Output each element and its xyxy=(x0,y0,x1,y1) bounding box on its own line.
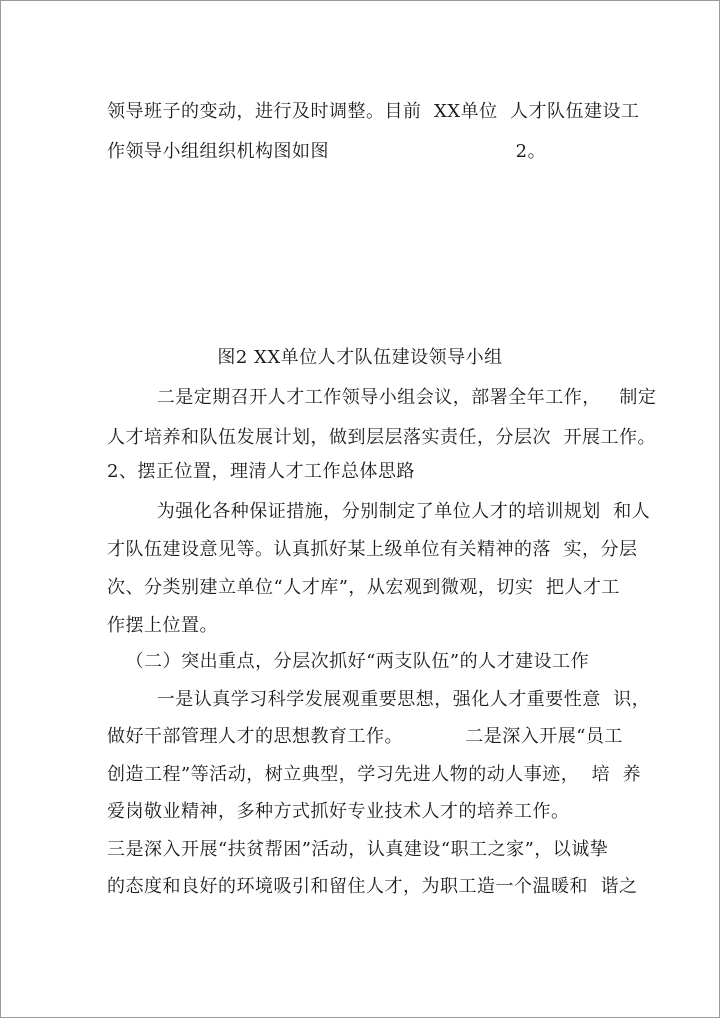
paragraph-line: 才队伍建设意见等。认真抓好某上级单位有关精神的落 实，分层 xyxy=(107,539,638,560)
paragraph-line: 为强化各种保证措施，分别制定了单位人才的培训规划 和人 xyxy=(107,501,651,522)
paragraph-line: 作领导小组组织机构图如图 2。 xyxy=(107,141,547,162)
paragraph-line: 二是定期召开人才工作领导小组会议，部署全年工作， 制定 xyxy=(107,387,657,408)
section-heading: （二）突出重点，分层次抓好“两支队伍”的人才建设工作 xyxy=(107,651,590,672)
paragraph-line: 领导班子的变动，进行及时调整。目前 XX单位 人才队伍建设工 xyxy=(107,101,640,122)
paragraph-line: 做好干部管理人才的思想教育工作。 二是深入开展“员工 xyxy=(107,726,623,747)
paragraph-line: 创造工程”等活动，树立典型，学习先进人物的动人事迹， 培 养 xyxy=(107,764,642,785)
paragraph-line: 的态度和良好的环境吸引和留住人才，为职工造一个温暖和 谐之 xyxy=(107,876,638,897)
paragraph-line: 三是深入开展“扶贫帮困”活动，认真建设“职工之家”，以诚挚 xyxy=(107,839,609,860)
paragraph-line: 一是认真学习科学发展观重要思想，强化人才重要性意 识， xyxy=(107,689,651,710)
section-heading: 2、摆正位置，理清人才工作总体思路 xyxy=(107,461,415,482)
figure-caption: 图2 XX单位人才队伍建设领导小组 xyxy=(217,347,503,368)
paragraph-line: 人才培养和队伍发展计划，做到层层落实责任，分层次 开展工作。 xyxy=(107,427,656,448)
paragraph-line: 作摆上位置。 xyxy=(107,615,218,636)
paragraph-line: 次、分类别建立单位“人才库”，从宏观到微观，切实 把人才工 xyxy=(107,577,620,598)
paragraph-line: 爱岗敬业精神，多种方式抓好专业技术人才的培养工作。 xyxy=(107,801,570,822)
